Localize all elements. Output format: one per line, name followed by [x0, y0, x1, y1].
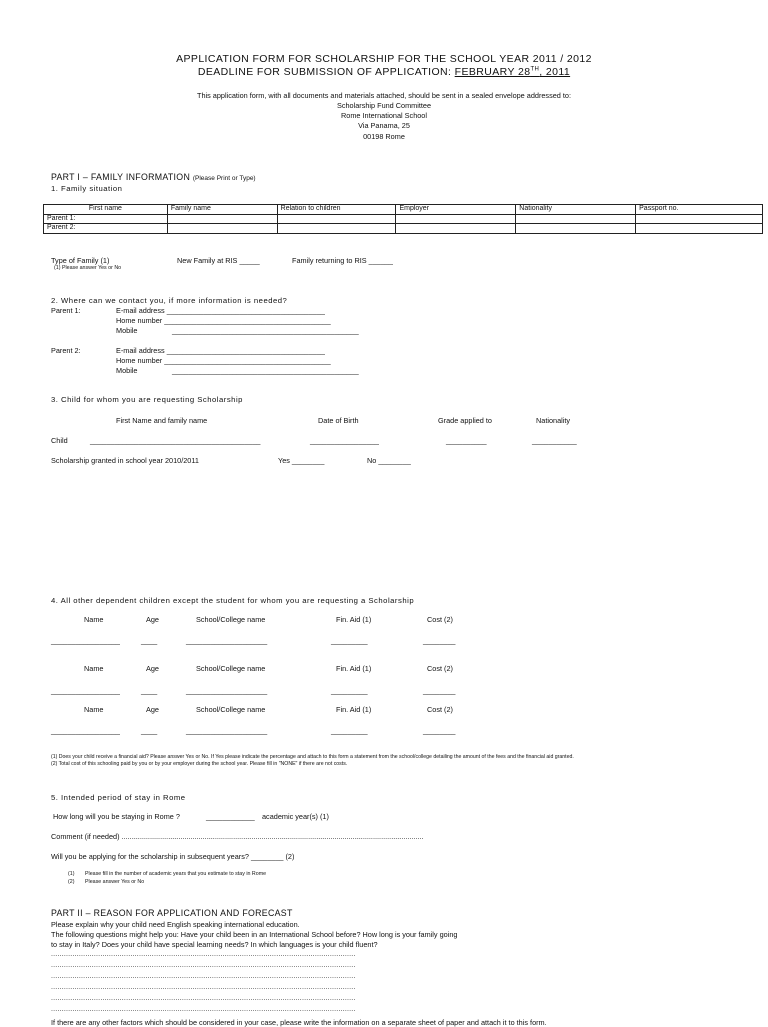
stay-note-1: Please fill in the number of academic years that you estimate to stay in Rome [85, 871, 267, 877]
table-row [44, 214, 763, 224]
child-dob-field[interactable]: _________________ [310, 436, 379, 445]
dep-col-age: Age [146, 664, 159, 673]
section2-title: 2. Where can we contact you, if more information is needed? [51, 296, 288, 305]
col-first-name: First name [44, 205, 168, 215]
new-family-field[interactable]: New Family at RIS _____ [177, 256, 260, 265]
dep-finaid-field[interactable]: _________ [331, 636, 368, 645]
dep-col-finaid: Fin. Aid (1) [336, 705, 372, 714]
parent1-email-field[interactable]: E-mail address _______________________________________ [116, 306, 325, 315]
stay-question: How long will you be staying in Rome ? [53, 812, 180, 821]
cell-input[interactable] [516, 224, 636, 234]
dep-col-finaid: Fin. Aid (1) [336, 664, 372, 673]
granted-yes-field[interactable]: Yes ________ [278, 456, 325, 465]
deadline-line [0, 66, 768, 78]
address-line-2: Rome International School [341, 111, 427, 120]
dep-col-age: Age [146, 615, 159, 624]
col-child-dob: Date of Birth [318, 416, 359, 425]
scholarship-granted-label: Scholarship granted in school year 2010/2011 [51, 456, 199, 465]
dep-col-name: Name [84, 664, 104, 673]
dep-name-field[interactable]: _________________ [51, 636, 120, 645]
dep-name-field[interactable]: _________________ [51, 726, 120, 735]
row-label-parent1: Parent 1: [44, 214, 168, 224]
cell-input[interactable] [277, 224, 396, 234]
family-table [43, 204, 763, 234]
part1-note: (Please Print or Type) [192, 175, 256, 182]
parent1-home-field[interactable]: Home number _________________________________________ [116, 316, 331, 325]
dep-col-cost: Cost (2) [427, 615, 453, 624]
parent2-mobile-field[interactable]: ______________________________________________ [172, 366, 359, 375]
cell-input[interactable] [167, 224, 277, 234]
stay-note-2: Please answer Yes or No [85, 879, 145, 885]
form-title: APPLICATION FORM FOR SCHOLARSHIP FOR THE SCHOOL YEAR 2011 / 2012 [176, 53, 592, 65]
address-line-3: Via Panama, 25 [358, 121, 410, 130]
comment-field[interactable]: Comment (if needed) ..................................................................................................................................................... [51, 832, 424, 841]
dep-age-field[interactable]: ____ [141, 726, 158, 735]
dep-col-school: School/College name [196, 615, 266, 624]
section4-title: 4. All other dependent children except the student for whom you are requesting a Scholarship [51, 596, 415, 605]
row-label-parent2: Parent 2: [44, 224, 168, 234]
deadline-label: DEADLINE FOR SUBMISSION OF APPLICATION: [197, 66, 455, 78]
dep-school-field[interactable]: ____________________ [186, 636, 268, 645]
cell-input[interactable] [516, 214, 636, 224]
address-line-4: 00198 Rome [363, 132, 405, 141]
stay-unit: academic year(s) (1) [262, 812, 329, 821]
stay-note-2-num: (2) [68, 879, 75, 885]
child-grade-field[interactable]: __________ [446, 436, 487, 445]
dep-school-field[interactable]: ____________________ [186, 726, 268, 735]
answer-line[interactable]: .............................................................................................................................................. [51, 973, 356, 980]
col-passport: Passport no. [636, 205, 763, 215]
col-employer: Employer [396, 205, 516, 215]
part2-line-3: to stay in Italy? Does your child have special learning needs? In which languages is your child fluent? [51, 940, 378, 949]
dep-cost-field[interactable]: ________ [423, 726, 456, 735]
dep-col-school: School/College name [196, 705, 266, 714]
answer-line[interactable]: .............................................................................................................................................. [51, 995, 356, 1002]
parent1-mobile-label: Mobile [116, 326, 138, 335]
dep-col-cost: Cost (2) [427, 664, 453, 673]
footnote-2: (2) Total cost of this schooling paid by you or by your employer during the school year. Please fill in "NONE" if there are not costs. [51, 761, 348, 767]
subsequent-years-field[interactable]: Will you be applying for the scholarship in subsequent years? ________ (2) [51, 852, 295, 861]
table-header-row [44, 205, 763, 215]
dep-age-field[interactable]: ____ [141, 636, 158, 645]
address-line-1: Scholarship Fund Committee [336, 101, 432, 110]
parent2-label: Parent 2: [51, 346, 81, 355]
col-nationality: Nationality [516, 205, 636, 215]
dep-col-age: Age [146, 705, 159, 714]
answer-line[interactable]: .............................................................................................................................................. [51, 1006, 356, 1013]
dep-finaid-field[interactable]: _________ [331, 726, 368, 735]
dep-cost-field[interactable]: ________ [423, 636, 456, 645]
intro-text: This application form, with all documents and materials attached, should be sent in a sealed envelope addressed to: [197, 91, 571, 100]
parent2-email-field[interactable]: E-mail address _______________________________________ [116, 346, 325, 355]
part2-last-line: If there are any other factors which should be considered in your case, please write the information on a separate sheet of paper and attach it to this form. [51, 1018, 547, 1027]
dep-col-cost: Cost (2) [427, 705, 453, 714]
granted-no-field[interactable]: No ________ [367, 456, 411, 465]
col-child-nationality: Nationality [536, 416, 571, 425]
footnote-1: (1) Does your child receive a financial aid? Please answer Yes or No. If Yes please indicate the percentage and attach to this form a statement from the school/college detailing the amount of the fees and the financial aid granted. [51, 754, 574, 760]
dep-col-name: Name [84, 615, 104, 624]
part2-title: PART II – REASON FOR APPLICATION AND FORECAST [51, 908, 293, 918]
dep-cost-field[interactable]: ________ [423, 686, 456, 695]
answer-line[interactable]: .............................................................................................................................................. [51, 962, 356, 969]
cell-input[interactable] [167, 214, 277, 224]
child-nationality-field[interactable]: ___________ [532, 436, 577, 445]
deadline-date: FEBRUARY 28TH, 2011 [454, 66, 571, 78]
dep-finaid-field[interactable]: _________ [331, 686, 368, 695]
type-of-family-label: Type of Family (1) [51, 256, 110, 265]
section3-title: 3. Child for whom you are requesting Scholarship [51, 395, 243, 404]
part2-line-2: The following questions might help you: Have your child been in an International School before? How long is your family going [51, 930, 458, 939]
stay-note-1-num: (1) [68, 871, 75, 877]
cell-input[interactable] [636, 224, 763, 234]
parent2-home-field[interactable]: Home number _________________________________________ [116, 356, 331, 365]
cell-input[interactable] [396, 224, 516, 234]
cell-input[interactable] [636, 214, 763, 224]
section5-title: 5. Intended period of stay in Rome [51, 793, 186, 802]
col-child-grade: Grade applied to [438, 416, 492, 425]
cell-input[interactable] [277, 214, 396, 224]
type-of-family-note: (1) Please answer Yes or No [54, 265, 122, 271]
dep-col-school: School/College name [196, 664, 266, 673]
dep-school-field[interactable]: ____________________ [186, 686, 268, 695]
table-row [44, 224, 763, 234]
cell-input[interactable] [396, 214, 516, 224]
dep-name-field[interactable]: _________________ [51, 686, 120, 695]
parent2-mobile-label: Mobile [116, 366, 138, 375]
dep-col-name: Name [84, 705, 104, 714]
answer-line[interactable]: .............................................................................................................................................. [51, 951, 356, 958]
col-relation: Relation to children [277, 205, 396, 215]
child-label: Child [51, 436, 68, 445]
dep-age-field[interactable]: ____ [141, 686, 158, 695]
parent1-mobile-field[interactable]: ______________________________________________ [172, 326, 359, 335]
col-family-name: Family name [167, 205, 277, 215]
part1-title: PART I – FAMILY INFORMATION (Please Print or Type) [51, 172, 256, 182]
part2-line-1: Please explain why your child need English speaking international education. [51, 920, 300, 929]
stay-years-field[interactable]: ____________ [206, 812, 255, 821]
dep-col-finaid: Fin. Aid (1) [336, 615, 372, 624]
col-child-name: First Name and family name [116, 416, 208, 425]
child-name-field[interactable]: __________________________________________ [90, 436, 261, 445]
answer-line[interactable]: .............................................................................................................................................. [51, 984, 356, 991]
parent1-label: Parent 1: [51, 306, 81, 315]
section1-title: 1. Family situation [51, 184, 123, 193]
returning-family-field[interactable]: Family returning to RIS ______ [292, 256, 393, 265]
